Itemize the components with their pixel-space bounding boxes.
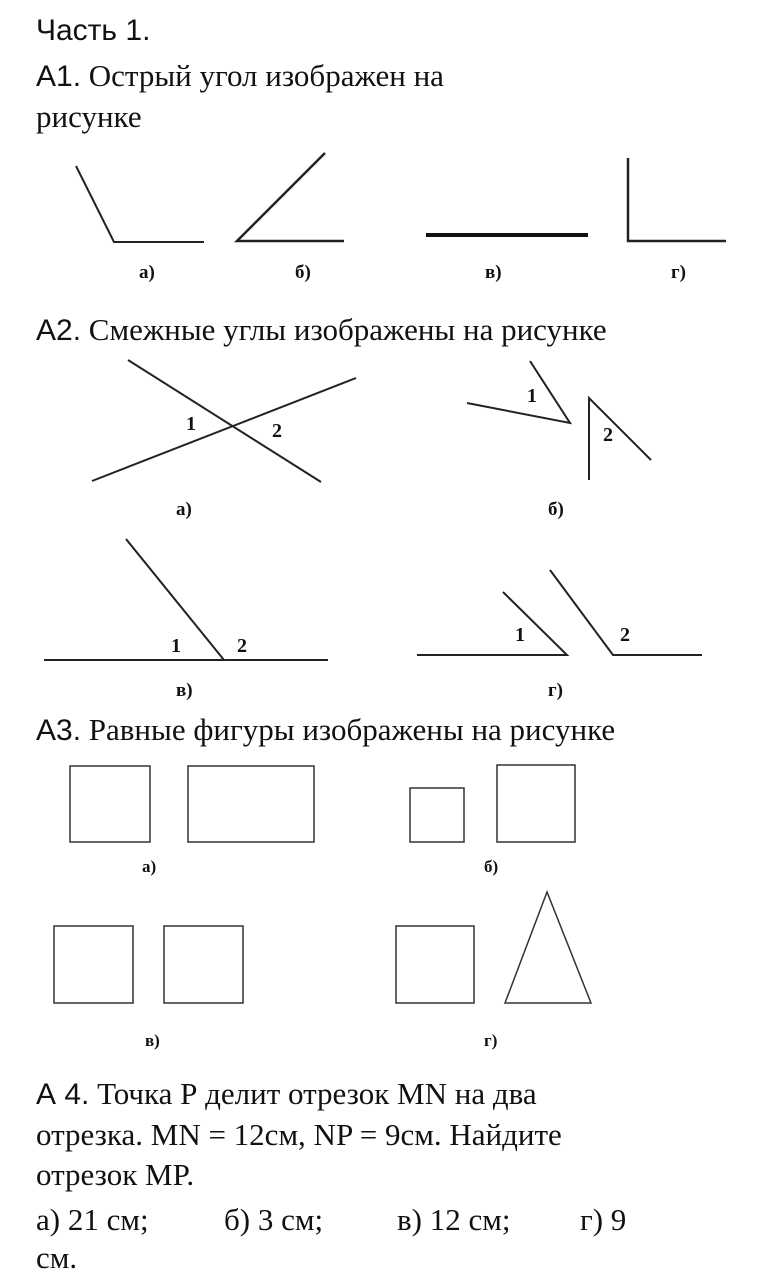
question-a3-text: Равные фигуры изображены на рисунке <box>88 712 616 747</box>
a2d-angle-1: 1 <box>515 624 525 646</box>
a3-option-c-label: в) <box>145 1031 160 1050</box>
a4-answer-a: а) 21 см; <box>36 1202 149 1237</box>
question-a1-text: Острый угол изображен на рисунке <box>36 58 444 134</box>
a2-figure-d <box>417 570 702 655</box>
a2-option-b-label: б) <box>548 499 564 520</box>
question-a4-line1: Точка Р делит отрезок MN на два <box>97 1076 537 1111</box>
a2b-angle-1: 1 <box>527 385 537 407</box>
a2c-angle-1: 1 <box>171 635 181 657</box>
a2-figure-b <box>467 361 651 480</box>
a3-option-a-label: а) <box>142 857 157 876</box>
a2-option-c-label: в) <box>176 680 193 701</box>
part-title: Часть 1. <box>36 14 151 47</box>
a4-answer-c: в) 12 см; <box>397 1202 511 1237</box>
a1-figure-a <box>76 166 204 242</box>
a3-figure-b <box>410 765 575 842</box>
question-a4 <box>36 1074 756 1195</box>
a2-option-a-label: а) <box>176 499 192 520</box>
a1-figure-d <box>628 158 726 241</box>
a3-figure-c <box>54 926 243 1003</box>
question-a4-line2: отрезка. MN = 12см, NP = 9см. Найдите <box>36 1117 562 1152</box>
question-a3-label: А3. <box>36 714 82 747</box>
question-a4-line3: отрезок MP. <box>36 1157 195 1192</box>
a1-option-c-label: в) <box>485 262 502 283</box>
a3-figure-d <box>396 892 591 1003</box>
a2b-angle-2: 2 <box>603 424 613 446</box>
a1-option-d-label: г) <box>671 262 686 283</box>
a3-figure-a <box>70 766 314 842</box>
a4-answer-d: г) 9 <box>580 1202 627 1237</box>
a1-option-b-label: б) <box>295 262 311 283</box>
a3-option-b-label: б) <box>484 857 499 876</box>
a2d-angle-2: 2 <box>620 624 630 646</box>
a4-answer-tail: см. <box>36 1240 78 1275</box>
question-a2 <box>36 310 607 351</box>
question-a1-label: А1. <box>36 60 82 93</box>
a1-figure-b <box>237 153 344 241</box>
a2-option-d-label: г) <box>548 680 563 701</box>
question-a4-label: А 4. <box>36 1078 90 1111</box>
a2a-angle-1: 1 <box>186 413 196 435</box>
a3-option-d-label: г) <box>484 1031 498 1050</box>
a2a-angle-2: 2 <box>272 420 282 442</box>
a1-option-a-label: а) <box>139 262 155 283</box>
a2c-angle-2: 2 <box>237 635 247 657</box>
a2-figure-a <box>92 360 356 482</box>
question-a2-text: Смежные углы изображены на рисунке <box>88 312 607 347</box>
question-a2-label: А2. <box>36 314 82 347</box>
a2-figure-c <box>44 539 328 660</box>
a4-answer-b: б) 3 см; <box>224 1202 324 1237</box>
question-a3 <box>36 710 615 751</box>
